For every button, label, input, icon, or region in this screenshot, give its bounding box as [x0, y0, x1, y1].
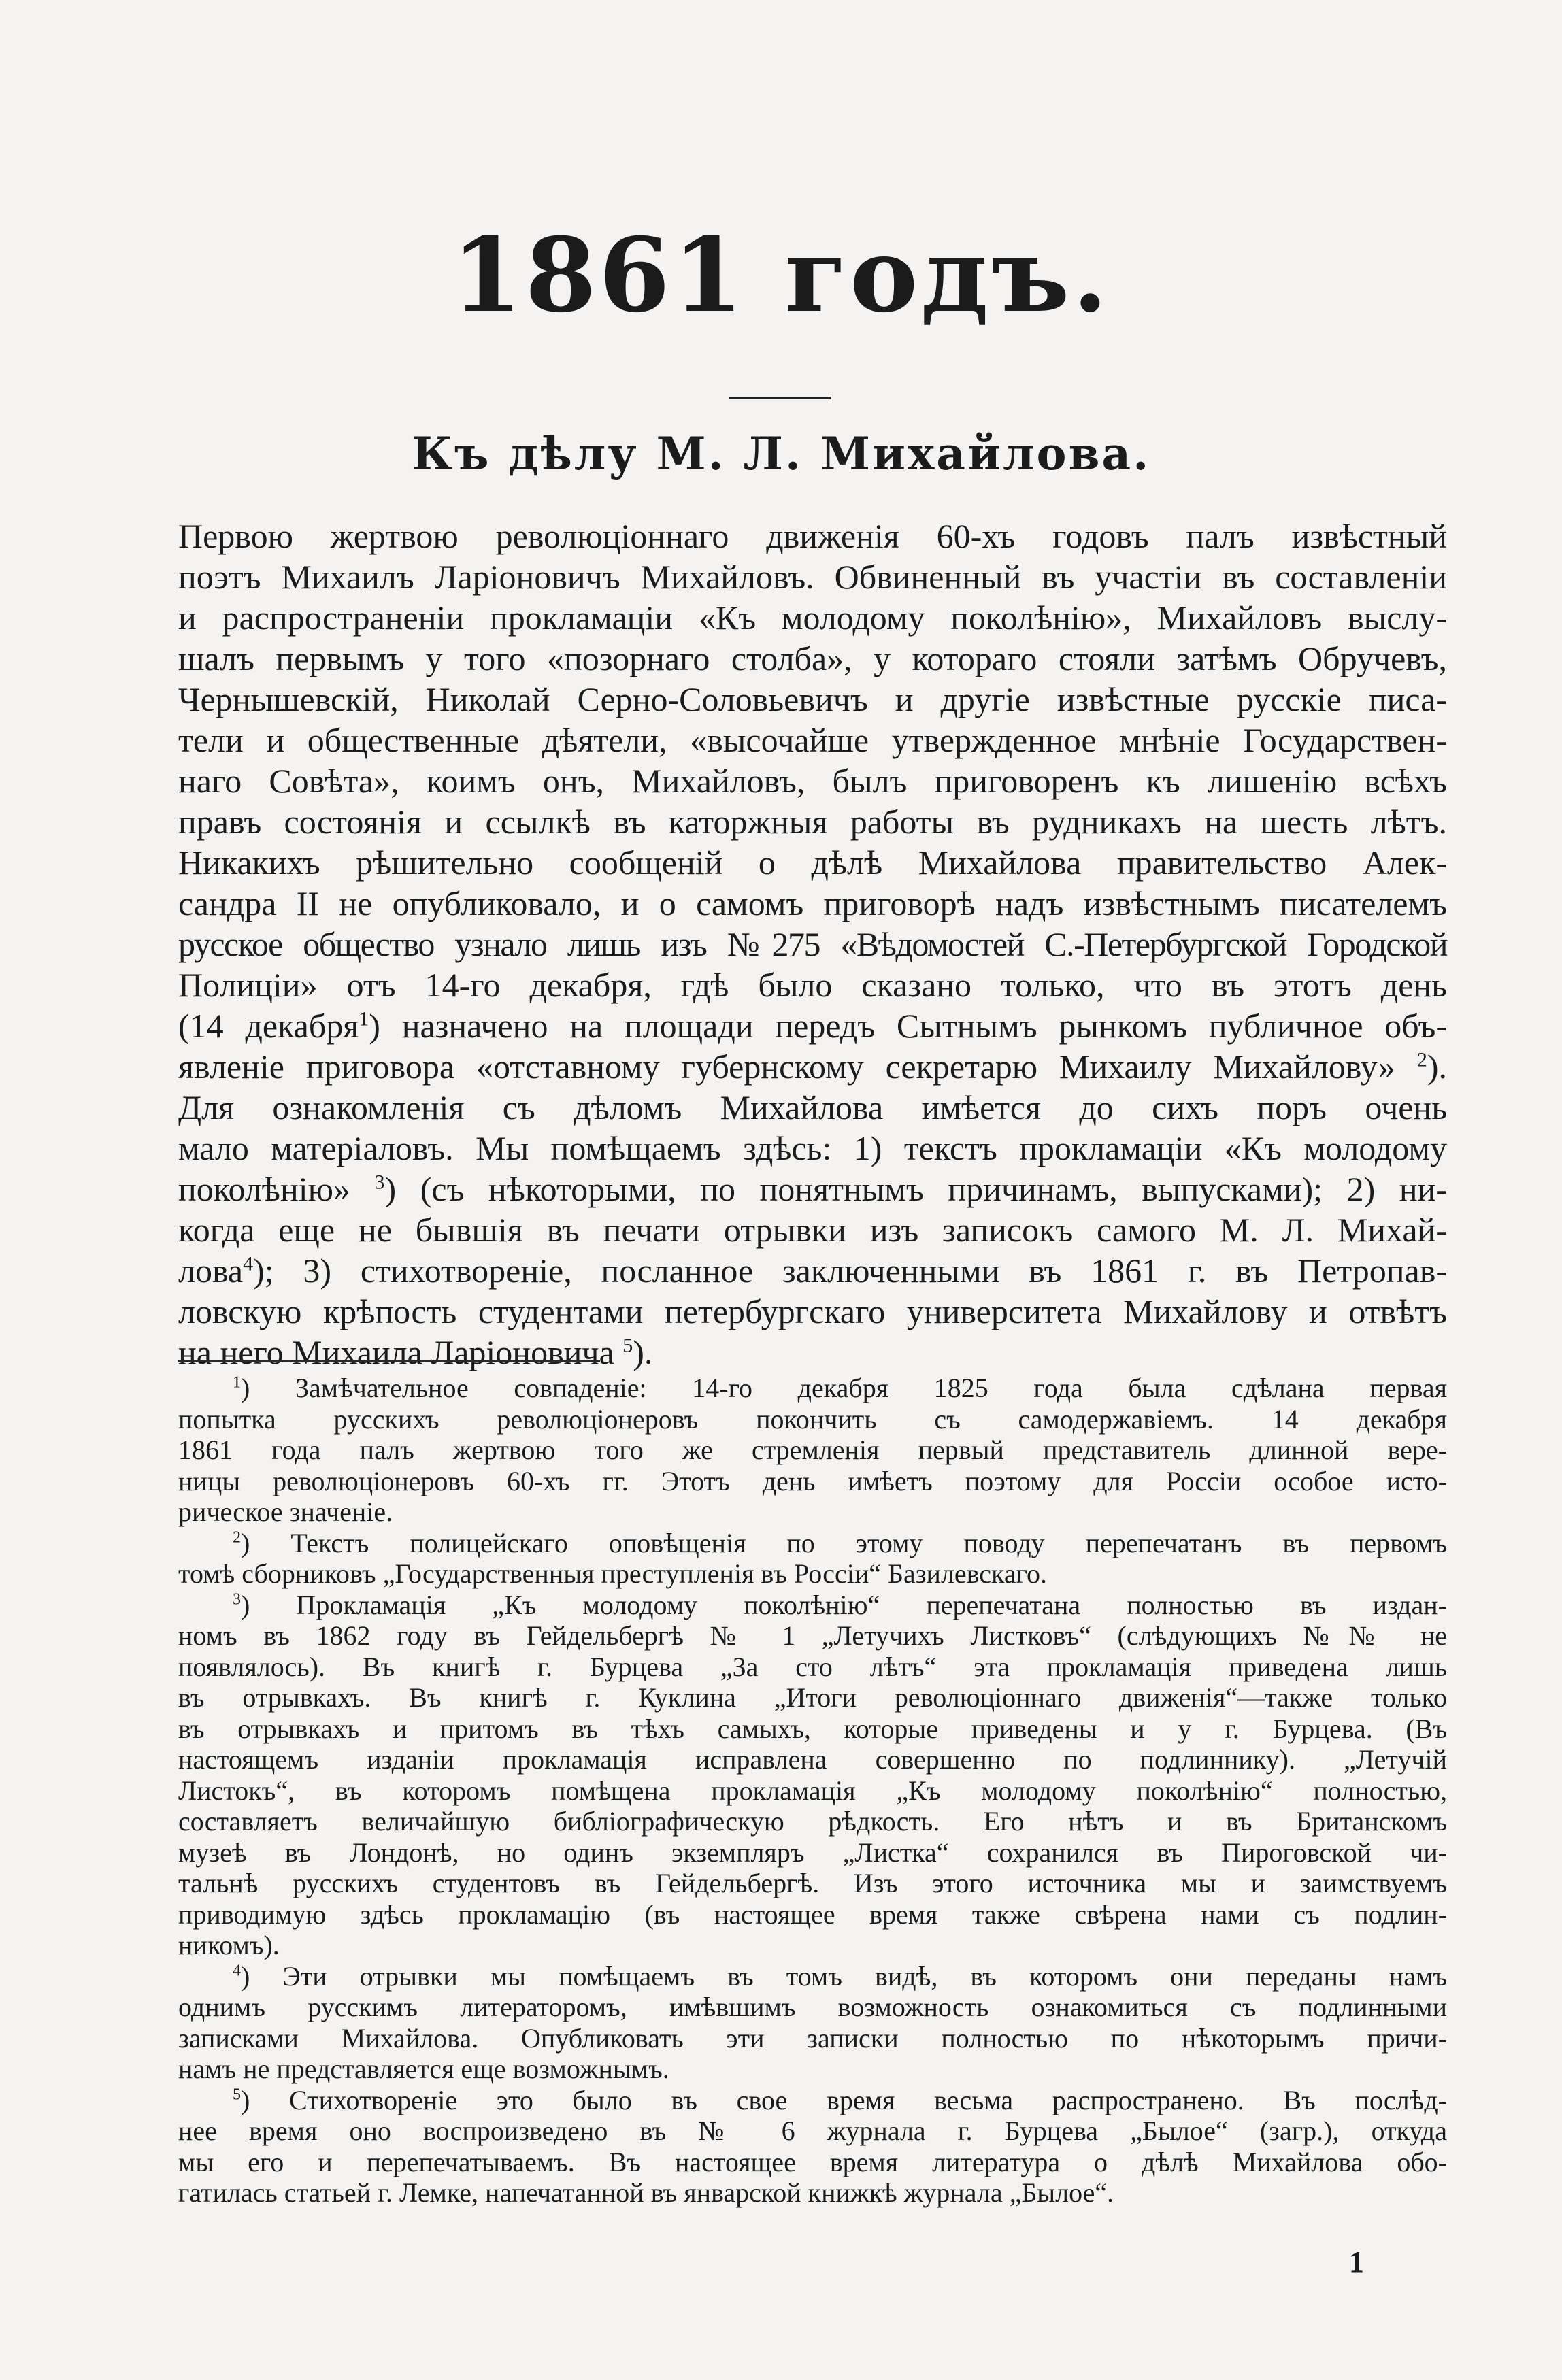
footnote-mark: 3: [233, 1590, 241, 1609]
text-line: тели и общественные дѣятели, «высочайше утвержденное мнѣніе Государствен-: [178, 721, 1447, 759]
main-text: [178, 516, 1447, 1373]
footnote-line: появлялось). Въ книгѣ г. Бурцева „За сто лѣтъ“ эта прокламація приведена лишь: [178, 1651, 1447, 1682]
footnote-line: мы его и перепечатываемъ. Въ настоящее время литература о дѣлѣ Михайлова обо-: [178, 2146, 1447, 2177]
footnote-line: гатилась статьей г. Лемке, напечатанной въ январской книжкѣ журнала „Былое“.: [178, 2177, 1114, 2208]
footnote-mark: 1: [233, 1373, 241, 1392]
footnote-line: $^4$) Эти отрывки мы помѣщаемъ въ томъ видѣ, въ которомъ они переданы намъ: [233, 1960, 1447, 1992]
text-line: Полиціи» отъ 14-го декабря, гдѣ было сказано только, что въ этотъ день: [178, 966, 1447, 1004]
footnote-mark: 2: [233, 1528, 241, 1547]
footnote-line: составляетъ величайшую библіографическую рѣдкость. Его нѣтъ и въ Британскомъ: [178, 1806, 1447, 1837]
footnote-ref: 2: [1416, 1048, 1427, 1071]
footnote-line: настоящемъ изданіи прокламація исправлена совершенно по подлиннику). „Летучій: [178, 1744, 1447, 1775]
footnote-mark: 5: [233, 2085, 241, 2104]
text-line: мало матеріаловъ. Мы помѣщаемъ здѣсь: 1) текстъ прокламаціи «Къ молодому: [178, 1129, 1447, 1167]
footnote-line: Листокъ“, въ которомъ помѣщена прокламація „Къ молодому поколѣнію“ полностью,: [178, 1775, 1447, 1806]
text-line: ловскую крѣпость студентами петербургскаго университета Михайлову и отвѣтъ: [178, 1292, 1447, 1330]
text-line: лова$^4$); 3) стихотвореніе, посланное заключенными въ 1861 г. въ Петропав-: [178, 1252, 1447, 1290]
footnote-line: приводимую здѣсь прокламацію (въ настоящее время также свѣрена нами съ подлин-: [178, 1898, 1447, 1930]
footnote-ref: 5: [622, 1334, 633, 1357]
footnote-line: нее время оно воспроизведено въ № 6 журнала г. Бурцева „Былое“ (загр.), откуда: [178, 2115, 1447, 2146]
footnote-line: записками Михайлова. Опубликовать эти записки полностью по нѣкоторымъ причи-: [178, 2022, 1447, 2054]
text-line: Чернышевскій, Николай Серно-Соловьевичъ и другіе извѣстные русскіе писа-: [178, 680, 1447, 718]
footnote-line: $^2$) Текстъ полицейскаго оповѣщенія по этому поводу перепечатанъ въ первомъ: [233, 1527, 1447, 1558]
footnote-mark: 4: [233, 1962, 241, 1980]
footnote-line: томѣ сборниковъ „Государственныя преступленія въ Россіи“ Базилевскаго.: [178, 1558, 1048, 1589]
text-line: когда еще не бывшія въ печати отрывки изъ записокъ самого М. Л. Михай-: [178, 1211, 1447, 1249]
footnote-line: $^3$) Прокламація „Къ молодому поколѣнію“ перепечатана полностью въ издан-: [233, 1589, 1447, 1620]
footnote-line: номъ въ 1862 году въ Гейдельбергѣ № 1 „Летучихъ Листковъ“ (слѣдующихъ №№ не: [178, 1620, 1447, 1651]
text-line: наго Совѣта», коимъ онъ, Михайловъ, былъ приговоренъ къ лишенію всѣхъ: [178, 762, 1447, 800]
footnote-divider: [178, 1360, 600, 1362]
text-line: Первою жертвою революціоннаго движенія 60-хъ годовъ палъ извѣстный: [178, 517, 1447, 555]
footnote-line: никомъ).: [178, 1930, 280, 1960]
footnote-line: въ отрывкахъ. Въ книгѣ г. Куклина „Итоги революціоннаго движенія“—также только: [178, 1682, 1447, 1713]
footnote-line: однимъ русскимъ литераторомъ, имѣвшимъ возможность ознакомиться съ подлинными: [178, 1992, 1447, 2022]
footnote-ref: 1: [359, 1007, 369, 1030]
text-line: сандра II не опубликовало, и о самомъ приговорѣ надъ извѣстнымъ писателемъ: [178, 884, 1447, 922]
footnote-ref: 4: [243, 1252, 254, 1275]
footnote-line: ницы революціонеровъ 60-хъ гг. Этотъ день имѣетъ поэтому для Россіи особое исто-: [178, 1465, 1447, 1496]
title-divider: [729, 397, 831, 399]
footnote-line: тальнѣ русскихъ студентовъ въ Гейдельбергѣ. Изъ этого источника мы и заимствуемъ: [178, 1868, 1447, 1898]
text-line: правъ состоянія и ссылкѣ въ каторжныя работы въ рудникахъ на шесть лѣтъ.: [178, 803, 1447, 841]
footnote-line: $^1$) Замѣчательное совпаденіе: 14-го декабря 1825 года была сдѣлана первая: [233, 1373, 1447, 1403]
section-title: Къ дѣлу М. Л. Михайлова.: [411, 427, 1151, 480]
page-number: 1: [1349, 2245, 1364, 2279]
text-line: поэтъ Михаилъ Ларіоновичъ Михайловъ. Обвиненный въ участіи въ составленіи: [178, 558, 1447, 596]
footnote-ref: 3: [374, 1171, 385, 1194]
footnote-line: 1861 года палъ жертвою того же стремленія первый представитель длинной вере-: [178, 1435, 1447, 1465]
footnote-line: музеѣ въ Лондонѣ, но одинъ экземпляръ „Листка“ сохранился въ Пироговской чи-: [178, 1837, 1447, 1868]
footnote-line: въ отрывкахъ и притомъ въ тѣхъ самыхъ, которые приведены и у г. Бурцева. (Въ: [178, 1713, 1447, 1744]
text-line: Никакихъ рѣшительно сообщеній о дѣлѣ Михайлова правительство Алек-: [178, 843, 1447, 882]
footnote-line: рическое значеніе.: [178, 1496, 393, 1527]
text-line: шалъ первымъ у того «позорнаго столба», у котораго стояли затѣмъ Обручевъ,: [178, 639, 1447, 677]
text-line: явленіе приговора «отставному губернскому секретарю Михаилу Михайлову» $^2$).: [178, 1047, 1447, 1086]
text-line: и распространеніи прокламаціи «Къ молодому поколѣнію», Михайловъ выслу-: [178, 599, 1447, 637]
year-title: 1861 годъ.: [451, 216, 1111, 335]
text-line: Для ознакомленія съ дѣломъ Михайлова имѣется до сихъ поръ очень: [178, 1088, 1447, 1126]
text-line: на него Михаила Ларіоновича $^5$).: [178, 1333, 653, 1371]
text-line: русское общество узнало лишь изъ №275 «Вѣдомостей С.-Петербургской Городской: [178, 925, 1447, 963]
footnote-line: попытка русскихъ революціонеровъ покончить съ самодержавіемъ. 14 декабря: [178, 1403, 1447, 1435]
footnote-line: намъ не представляется еще возможнымъ.: [178, 2054, 669, 2084]
text-line: поколѣнію» $^3$) (съ нѣкоторыми, по понятнымъ причинамъ, выпусками); 2) ни-: [178, 1170, 1447, 1208]
footnotes: [178, 1373, 1447, 2209]
text-line: (14 декабря$^1$) назначено на площади передъ Сытнымъ рынкомъ публичное объ-: [178, 1007, 1448, 1045]
footnote-line: $^5$) Стихотвореніе это было въ свое время весьма распространено. Въ послѣд-: [233, 2084, 1447, 2115]
